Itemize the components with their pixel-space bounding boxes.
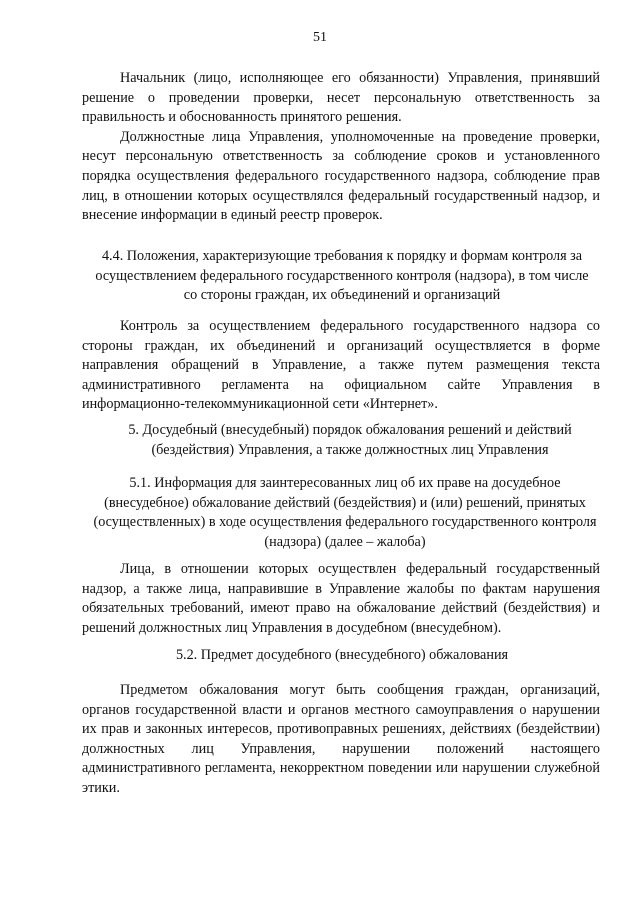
section-5-2-heading: 5.2. Предмет досудебного (внесудебного) обжалования: [175, 647, 509, 663]
page-number: 51: [313, 30, 327, 45]
section-4-4-text: Контроль за осуществлением федерального государственного надзора со стороны граждан, их объединений и организаций осуществляется в форме направления обращений в Управление, а также путем размещения текста административного регламента на официальном сайте Управления в информационно-телекоммуникационной сети «Интернет».: [82, 318, 600, 413]
section-5-2-text-block: [82, 681, 600, 799]
section-4-4-text-block: [82, 317, 600, 415]
section-5-1-heading-block: [86, 474, 604, 552]
paragraph-officials-responsibility: Должностные лица Управления, уполномоченные на проведение проверки, несут персональную ответственность за соблюдение сроков и установленного порядка осуществления федерального государственного надзора, соблюдение прав лиц, в отношении которых осуществлялся федеральный государственный надзор, и внесение информации в единый реестр проверок.: [82, 128, 600, 224]
top-paragraphs: [82, 69, 600, 226]
section-4-4-heading-block: [92, 247, 592, 306]
section-4-4-heading: 4.4. Положения, характеризующие требования к порядку и формам контроля за осуществлением федерального государственного контроля (надзора), в том числе со стороны граждан, их объединений и организаций: [95, 248, 589, 304]
section-5-1-text-block: [82, 560, 600, 638]
section-5-1-heading: 5.1. Информация для заинтересованных лиц об их праве на досудебное (внесудебное) обжалование действий (бездействия) и (или) решений, принятых (осуществленных) в ходе осуществления федерального государственного контроля (надзора) (далее – жалоба): [93, 475, 597, 550]
paragraph-head-responsibility: Начальник (лицо, исполняющее его обязанности) Управления, принявший решение о проведении проверки, несет персональную ответственность за правильность и обоснованность принятого решения.: [82, 70, 600, 126]
section-5-heading-block: [100, 421, 600, 460]
section-5-2-text: Предметом обжалования могут быть сообщения граждан, организаций, органов государственной власти и органов местного самоуправления о нарушении их прав и законных интересов, противоправных решениях, действиях (бездействии) должностных лиц Управления, нарушении положений настоящего административного регламента, некорректном поведении или нарушении служебной этики.: [82, 682, 600, 796]
section-5-1-text: Лица, в отношении которых осуществлен федеральный государственный надзор, а также лица, направившие в Управление жалобы по фактам нарушения обязательных требований, имеют право на обжалование действий (бездействия) и решений должностных лиц Управления в досудебном (внесудебном).: [82, 561, 600, 636]
section-5-2-heading-block: [92, 646, 592, 666]
section-5-heading: 5. Досудебный (внесудебный) порядок обжалования решений и действий (бездействия) Управления, а также должностных лиц Управления: [128, 422, 572, 458]
